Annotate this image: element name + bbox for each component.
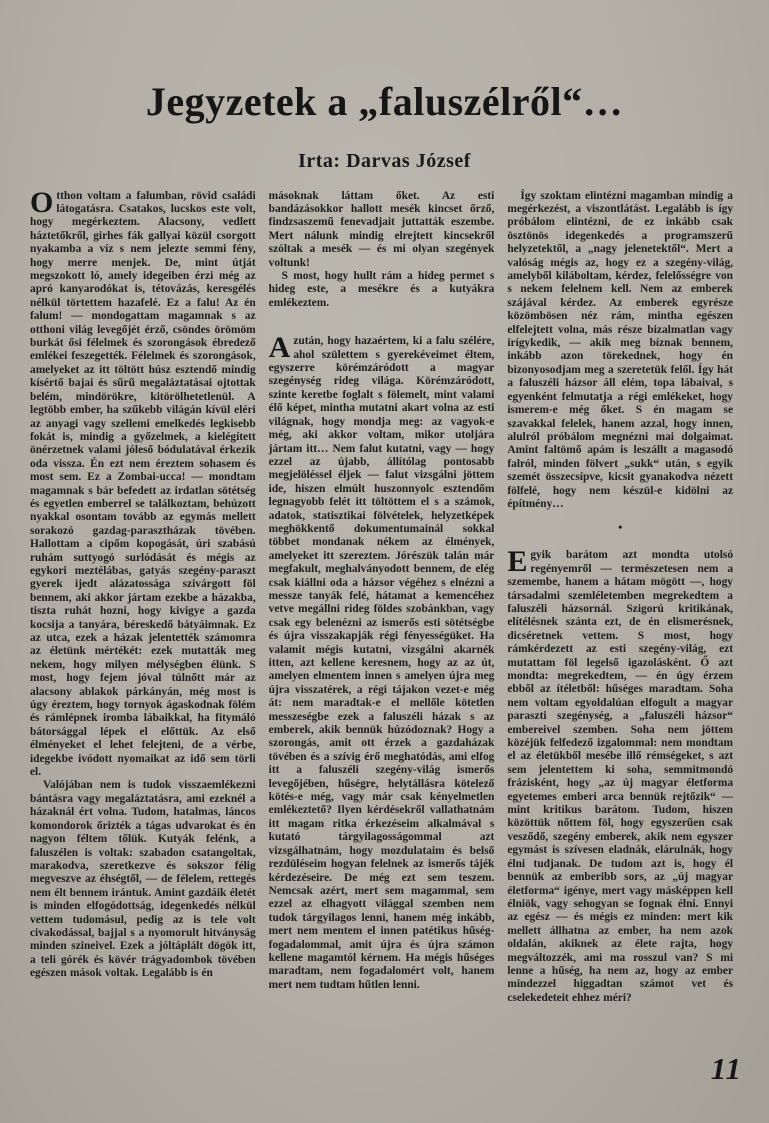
paragraph-text: tthon voltam a falumban, rövid családi látogatásra. Csatakos, lucskos este volt, hogy megérkeztem. Alacsony, vedlett háztetőkről, girhes fák gallyai közül csorgott nyakamba a víz s nem jelezte semmi fény, hogy merre menjek. De, mint útját megszokott ló, amely idegeiben érzi még az apró kanyarodókat is, tétovázás, keresgélés nélkül törtettem hazafelé. Ez a falu! Az én falum! — mondogattam magamnak s az otthoni világ levegőjét érző, csöndes örömöm burkát ősi félelmek és szorongások ébredező emlékei feszegették. Félelmek és szorongások, amelyeket az itt töltött húsz esztendő mindig kísértő bajai és sűrű megaláztatásai ojtottak belém, mindörökre, kitörölhetetlenül. A legtöbb ember, ha szűkebb világán kívül eléri az anyagi vagy szellemi emelkedés legkisebb fokát is, mindig a győzelmek, a kielégített önérzetnek valami jóleső bódulatával érkezik oda vissza. Én ezt nem éreztem sohasem és most sem. Ez a Zombai-ucca! — mondtam magamnak s bár befedett az irdatlan sötétség és egyetlen emberrel se találkoztam, behúzott nyakkal osontam tovább az egymás mellett sorakozó gazdag-parasztházak tövében. Hallottam a cipőm kopogását, úri szabású ruhám suttyogó surlódását és mégis az egykori meztélábas, gatyás szegény-paraszt gyerek ijedt alázatossága szivárgott föl bennem, aki akkor jártam ezekbe a házakba, tiszta ruhát hozni, hogy kivigye a gazda kocsija a tanyára, béreskedő bátyáimnak. Ez az utca, ezek a házak jelentették számomra az életünk mértékét: ezek mutatták meg nekem, hogy milyen mélységben élünk. S most, hogy fejem jóval túlnőtt már az alacsony ablakok párkányán, még most is úgy éreztem, hogy tornyok ágaskodnak fölém és rámlépnek iromba lábaikkal, ha fitymáló bátorsággal lépek el előttük. Az első élményeket el lehet felejteni, de a vérbe, idegekbe ivódott nyomaikat az idő sem törli el. [30,189,256,779]
dropcap-E: E [507,545,528,579]
column-1 [30,185,256,981]
section-separator-dot: • [618,520,623,535]
paragraph [268,331,495,992]
column-3 [507,190,733,1006]
byline: Irta: Darvas József [298,149,471,172]
paragraph: Így szoktam elintézni magamban mindig a megérkezést, a viszontlátást. Legalább is így próbálom elintézni, de ez inkább csak ösztönös idegenkedés a programszerű helyzetektől, a „nagy jelenetektől“. Mert a valóság mégis az, hogy ez a szegény-világ, amelyből kiláboltam, kérdez, felelősségre von s nekem felelnem kell. Nem az emberek szájával kérdez. Az emberek egyrésze közömbösen néz rám, mintha egészen elfelejtett volna, más része bizalmatlan vagy irígykedik, — akik meg bíznak bennem, inkább azon törekednek, hogy én bizonyosodjam meg a szeretetük felől. Így hát a faluszéli házsor áll elém, topa lábaival, s egyenként felmutatja a régi emlékeket, hogy ismerem-e még őket. S én magam se szavakkal felelek, hanem azzal, hogy innen, alulról próbálom megnézni mai dolgaimat. Amint faltömő apám is leszállt a magasodó falról, minden fölvert „sukk“ után, s egyik szemét összecsípve, kicsit gyanakodva nézett fölfelé, hogy nem készül-e kidölni az építmény… [507,189,734,510]
paragraph [507,545,734,1005]
paragraph [30,185,256,780]
column-2 [269,190,495,993]
dropcap-O: O [30,185,54,219]
paragraph-text: zután, hogy hazaértem, ki a falu szélére, ahol születtem s gyerekéveimet éltem, egyszerre körémzáródott a magyar szegénység rideg világa. Körémzáródott, szinte keretbe foglalt s fölemelt, mint valami élő képet, mintha mutatni akart volna az esti világnak, hogy mondja meg: az vagyok-e még, aki akkor voltam, mikor utoljára jártam itt… Nem falut kutatni, vagy — hogy ezzel az újabb, állítólag pontosabb megjelöléssel éljek — falut vizsgálni jöttem ide, hiszen elmúlt huszonnyolc esztendőm legnagyobb felét itt töltöttem el s a számok, adatok, statisztikai fölvételek, helyzetképek meghökkentő dokumentumainál sokkal többet mondanak nékem az élmények, amelyeket itt szereztem. Jórészük talán már megfakult, meghalványodott bennem, de elég csak kiállni oda a házsor végéhez s elnézni a messze tanyák felé, hátamat a kemencéhez vetve megállni rideg földes szobánkban, vagy csak egy belenézni az ismerős esti sötétségbe és újra visszakapják régi fényességüket. Ha valamit mégis kutatni, vizsgálni akarnék itten, azt kellene keresnem, hogy az az út, amelyen elmentem innen s amelyen újra meg újra visszatérek, a régi tájakon vezet-e még át: nem maradtak-e el mellőle kötetlen messzeségbe ezek a faluszéli házak s az emberek, akik bennük húzódoznak? Hogy a szorongás, amit ott érzek a gazdaházak tövében és a szívig érő meghatódás, ami elfog itt a faluszéli szegény-világ ismerős levegőjében, hűségre, helytállásra kötelező kötés-e még, vagy már csak kényelmetlen emlékeztető? Ilyen kérdésekről vallathatnám itt magam ritka érkezéseim alkalmával s kutató tárgyilagosságommal azt vizsgálhatnám, hogy mozdulataim és belső rezdüléseim hogyan felelnek az ismerős tájék kérdezéseire. De még ezt sem teszem. Nemcsak azért, mert sem magammal, sem ezzel az elhagyott világgal szemben nem tudok tárgyilagos lenni, hanem még inkább, mert nem mentem el innen patétikus hűség-fogadalommal, amit újra és újra számon kellene magamtól kérnem. Ha mégis hűséges maradtam, nem fogadalomért volt, hanem mert nem tudtam hűtlen lenni. [268,335,495,991]
article-columns [0,173,769,1006]
page-title: Jegyzetek a „faluszélről“… [145,78,624,124]
paragraph: másoknak láttam őket. Az esti bandázásokkor hallott mesék kincset őrző, findzsaszemű fenevadjait juttatták eszembe. Mert nálunk mindig elrejtett kincsekről szóltak a mesék — és mi olyan szegények voltunk! [268,189,495,269]
paragraph-text: gyik barátom azt mondta utolsó regényemről — természetesen nem a szemembe, hanem a hátam mögött —, hogy társadalmi szemléletemben megrekedtem a faluszéli házsornál. Szigorú kritikának, elítélésnek szánta ezt, de én elismerésnek, dicséretnek vettem. S most, hogy rámkérdezett az esti szegény-világ, ezt mutattam föl legelső igazolásként. Ő azt mondta: megrekedtem, — én úgy érzem ebből az ítéletből: hűséges maradtam. Soha nem voltam egyoldalúan elfogult a magyar paraszti szegénység, a „faluszéli házsor“ embereivel szemben. Soha nem jöttem közéjük felfedező izgalommal: nem mondtam el az életükből mesébe illő rémségeket, s azt sem jelentettem ki soha, semmitmondó frázisként, hogy „az új magyar életforma egyetemes emberi arca bennük rejtőzik“ — mint kritikus barátom. Tudom, hiszen közöttük nőttem föl, hogy egyszerűen csak vesződő, szegény emberek, akik nem egyszer egymást is szívesen eladnák, elárulnák, hogy élni tudjanak. De tudom azt is, hogy él bennük az emberibb sors, az „új magyar életforma“ igénye, mert vagy másképpen kell élniök, vagy sehogyan se fognak élni. Ennyi az egész — és mégis ez minden: mert kik mellett állhatna az ember, ha nem azok oldalán, akiknek az élete rajta, hogy megváltozzék, ami ma rosszul van? S mi lenne a hűség, ha nem az, hogy az ember mindezzel higgadtan számot vet és cselekedeteit ehhez méri? [507,549,734,1004]
page-number: 11 [710,1050,742,1086]
magazine-page [0,27,769,1123]
dropcap-A: A [268,331,291,365]
paragraph: S most, hogy hullt rám a hideg permet s hideg este, a mesékre és a kutyákra emlékeztem. [268,270,495,309]
paragraph: Valójában nem is tudok visszaemlékezni bántásra vagy megaláztatásra, ami ezeknél a házaknál ért volna. Tudom, hatalmas, láncos komondorok őrizték a tágas udvarokat és én nagyon féltem tőlük. Kutyák felénk, a faluszélen is voltak: szabadon csatangoltak, marakodva, szeretkezve és sokszor félig megveszve az éhségtől, — de félelem, rettegés nem élt bennem irántuk. Amint gazdáik életét is minden elfogódottság, idegenkedés nélkül vettem tudomásul, pedig az is tele volt civakodással, bajjal s a nyomorult hitványság minden szineivel. Ezek a jóltáplált dögök itt, a teli górék és kövér trágyadombok tövében egészen mások voltak. Legalább is én [30,779,256,980]
